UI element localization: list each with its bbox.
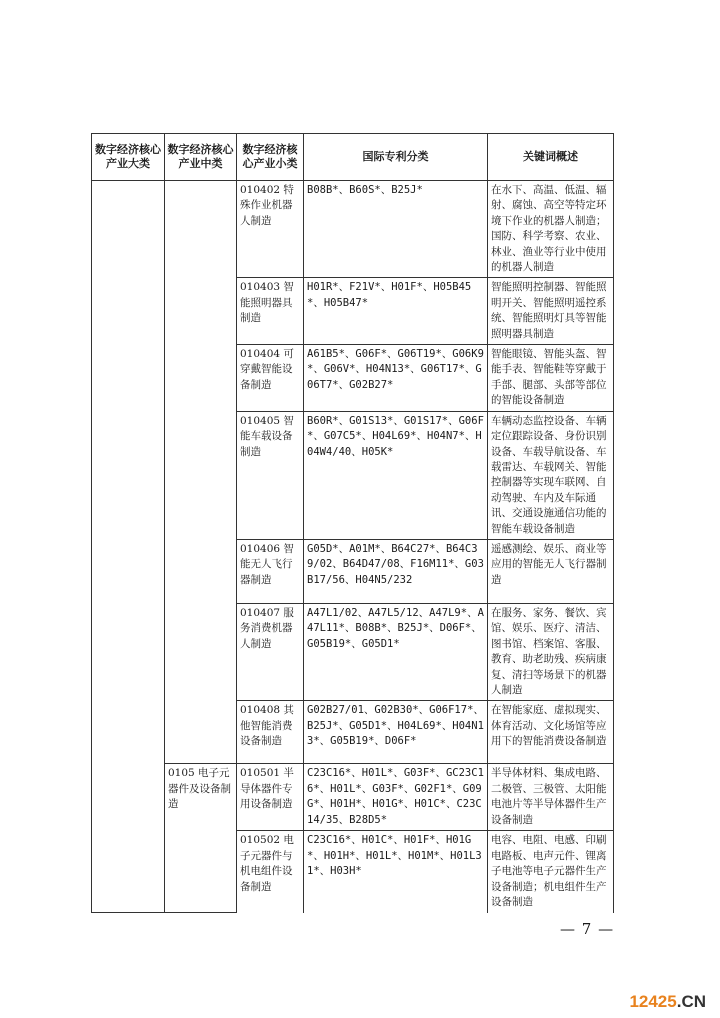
- keywords-cell: 智能照明控制器、智能照明开关、智能照明遥控系统、智能照明灯具等智能照明器具制造: [488, 278, 614, 345]
- page-number: — 7 —: [560, 920, 615, 938]
- table-row: [92, 181, 614, 278]
- subclass-cell: 010406 智能无人飞行器制造: [237, 539, 304, 603]
- ipc-cell: A47L1/02、A47L5/12、A47L9*、A47L11*、B08B*、B25J*、D06F*、G05B19*、G05D1*: [304, 603, 488, 700]
- table-header-row: [92, 134, 614, 181]
- keywords-cell: 电容、电阻、电感、印刷电路板、电声元件、锂离子电池等电子元器件生产设备制造；机电组件生产设备制造: [488, 831, 614, 913]
- header-keywords: 关键词概述: [488, 134, 614, 181]
- classification-table: [91, 133, 614, 913]
- subclass-cell: 010405 智能车载设备制造: [237, 411, 304, 539]
- subclass-cell: 010404 可穿戴智能设备制造: [237, 345, 304, 412]
- ipc-cell: B60R*、G01S13*、G01S17*、G06F*、G07C5*、H04L69*、H04N7*、H04W4/40、H05K*: [304, 411, 488, 539]
- middle-class-cell: [165, 181, 237, 764]
- ipc-cell: C23C16*、H01C*、H01F*、H01G*、H01H*、H01L*、H01M*、H01L31*、H03H*: [304, 831, 488, 913]
- watermark-domain: .CN: [676, 992, 706, 1011]
- header-sub-class: 数字经济核心产业小类: [237, 134, 304, 181]
- major-class-cell: [92, 181, 165, 913]
- ipc-cell: G02B27/01、G02B30*、G06F17*、B25J*、G05D1*、H04L69*、H04N13*、G05B19*、D06F*: [304, 701, 488, 764]
- group-cell: 0105 电子元器件及设备制造: [165, 764, 237, 913]
- subclass-cell: 010403 智能照明器具制造: [237, 278, 304, 345]
- ipc-cell: G05D*、A01M*、B64C27*、B64C39/02、B64D47/08、F16M11*、G03B17/56、H04N5/232: [304, 539, 488, 603]
- subclass-cell: 010402 特殊作业机器人制造: [237, 181, 304, 278]
- header-middle-class: 数字经济核心产业中类: [165, 134, 237, 181]
- subclass-cell: 010408 其他智能消费设备制造: [237, 701, 304, 764]
- ipc-cell: A61B5*、G06F*、G06T19*、G06K9*、G06V*、H04N13*、G06T17*、G06T7*、G02B27*: [304, 345, 488, 412]
- keywords-cell: 车辆动态监控设备、车辆定位跟踪设备、身份识别设备、车载导航设备、车载雷达、车载网关、智能控制器等实现车联网、自动驾驶、车内及车际通讯、交通设施通信功能的智能车载设备制造: [488, 411, 614, 539]
- keywords-cell: 遥感测绘、娱乐、商业等应用的智能无人飞行器制造: [488, 539, 614, 603]
- subclass-cell: 010501 半导体器件专用设备制造: [237, 764, 304, 831]
- header-major-class: 数字经济核心产业大类: [92, 134, 165, 181]
- watermark-number: 12425: [629, 992, 677, 1011]
- keywords-cell: 在智能家庭、虚拟现实、体育活动、文化场馆等应用下的智能消费设备制造: [488, 701, 614, 764]
- ipc-cell: H01R*、F21V*、H01F*、H05B45*、H05B47*: [304, 278, 488, 345]
- table-row: [92, 764, 614, 831]
- ipc-cell: B08B*、B60S*、B25J*: [304, 181, 488, 278]
- subclass-cell: 010407 服务消费机器人制造: [237, 603, 304, 700]
- keywords-cell: 智能眼镜、智能头盔、智能手表、智能鞋等穿戴于手部、腿部、头部等部位的智能设备制造: [488, 345, 614, 412]
- keywords-cell: 在水下、高温、低温、辐射、腐蚀、高空等特定环境下作业的机器人制造；国防、科学考察、农业、林业、渔业等行业中使用的机器人制造: [488, 181, 614, 278]
- header-ipc: 国际专利分类: [304, 134, 488, 181]
- ipc-cell: C23C16*、H01L*、G03F*、GC23C16*、H01L*、G03F*、G02F1*、G09G*、H01H*、H01G*、H01C*、C23C14/35、B28D5*: [304, 764, 488, 831]
- keywords-cell: 在服务、家务、餐饮、宾馆、娱乐、医疗、清洁、图书馆、档案馆、客服、教育、助老助残、疾病康复、清扫等场景下的机器人制造: [488, 603, 614, 700]
- keywords-cell: 半导体材料、集成电路、二极管、三极管、太阳能电池片等半导体器件生产设备制造: [488, 764, 614, 831]
- site-watermark: [629, 992, 706, 1012]
- subclass-cell: 010502 电子元器件与机电组件设备制造: [237, 831, 304, 913]
